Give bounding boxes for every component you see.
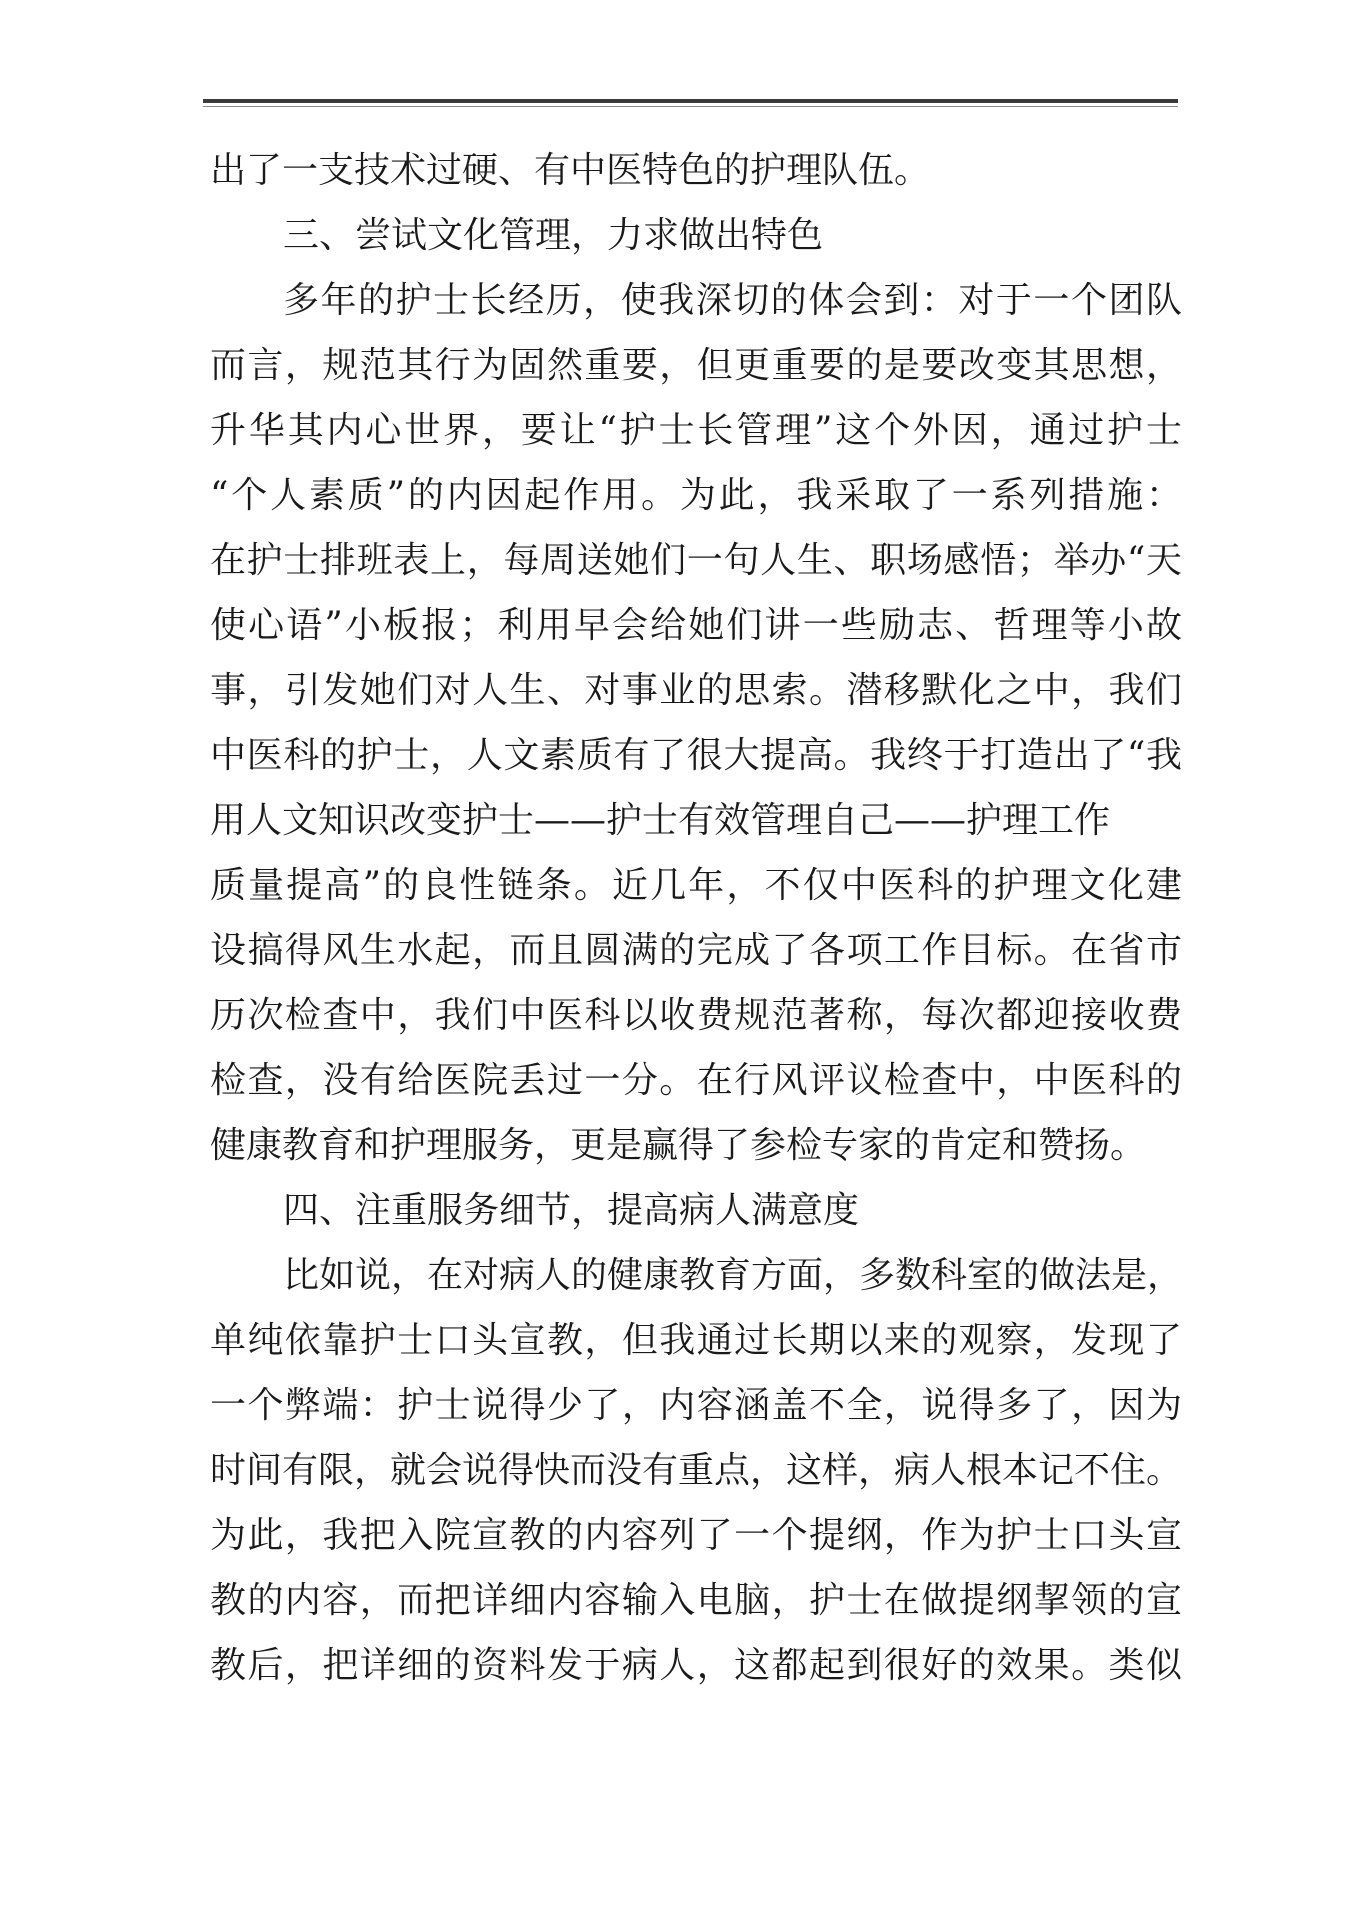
text-line: 用人文知识改变护士——护士有效管理自己——护理工作 (210, 800, 1111, 841)
text-line: 使心语”小板报；利用早会给她们讲一些励志、哲理等小故 (210, 605, 1182, 646)
text-line: 三、尝试文化管理，力求做出特色 (283, 215, 824, 256)
text-line: 比如说，在对病人的健康教育方面，多数科室的做法是， (283, 1255, 1184, 1296)
text-line: 教后，把详细的资料发于病人，这都起到很好的效果。类似 (210, 1645, 1182, 1686)
text-line: 一个弊端：护士说得少了，内容涵盖不全，说得多了，因为 (210, 1385, 1182, 1426)
text-line: 质量提高”的良性链条。近几年，不仅中医科的护理文化建 (210, 865, 1182, 906)
body-text (210, 138, 1182, 1698)
text-line: 设搞得风生水起，而且圆满的完成了各项工作目标。在省市 (210, 930, 1182, 971)
text-line: 在护士排班表上，每周送她们一句人生、职场感悟；举办“天 (210, 540, 1182, 581)
text-line: 而言，规范其行为固然重要，但更重要的是要改变其思想， (210, 345, 1182, 386)
header-rule-thin (203, 106, 1178, 107)
text-line: 教的内容，而把详细内容输入电脑，护士在做提纲挈领的宣 (210, 1580, 1182, 1621)
text-line: 中医科的护士，人文素质有了很大提高。我终于打造出了“我 (210, 735, 1182, 776)
text-line: 单纯依靠护士口头宣教，但我通过长期以来的观察，发现了 (210, 1320, 1182, 1361)
text-line: 时间有限，就会说得快而没有重点，这样，病人根本记不住。 (210, 1450, 1183, 1491)
text-line: 多年的护士长经历，使我深切的体会到：对于一个团队 (283, 280, 1182, 321)
text-line: 历次检查中，我们中医科以收费规范著称，每次都迎接收费 (210, 995, 1182, 1036)
text-line: 检查，没有给医院丢过一分。在行风评议检查中，中医科的 (210, 1060, 1182, 1101)
text-line: 为此，我把入院宣教的内容列了一个提纲，作为护士口头宣 (210, 1515, 1182, 1556)
text-line: 出了一支技术过硬、有中医特色的护理队伍。 (210, 150, 931, 191)
text-line: 四、注重服务细节，提高病人满意度 (283, 1190, 860, 1231)
text-line: “个人素质”的内因起作用。为此，我采取了一系列措施： (210, 475, 1182, 516)
text-line: 事，引发她们对人生、对事业的思索。潜移默化之中，我们 (210, 670, 1182, 711)
header-rule (203, 99, 1178, 103)
text-line: 升华其内心世界，要让“护士长管理”这个外因，通过护士 (210, 410, 1182, 451)
text-line: 健康教育和护理服务，更是赢得了参检专家的肯定和赞扬。 (210, 1125, 1147, 1166)
